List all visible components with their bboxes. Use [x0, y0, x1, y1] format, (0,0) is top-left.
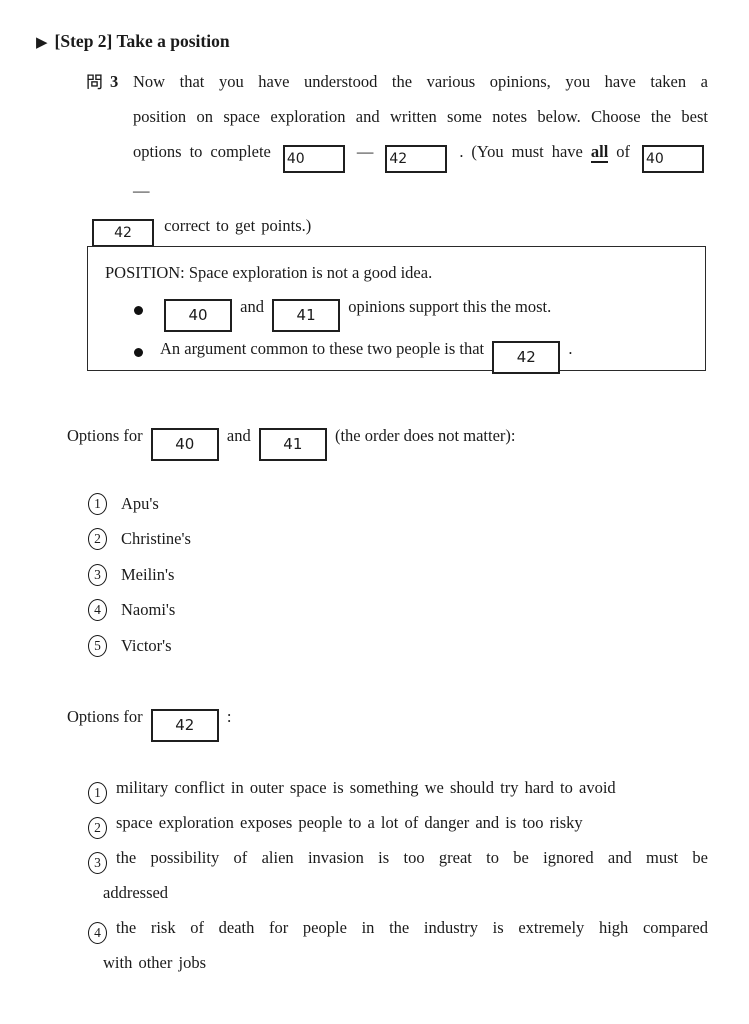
answer-box-40: 40: [164, 299, 232, 332]
text-run: Options for: [67, 426, 143, 445]
option-item: [88, 522, 191, 558]
option-text: with other jobs: [103, 953, 206, 972]
option-line: [88, 840, 708, 875]
option-label: Christine's: [121, 529, 191, 549]
bullet-text: [160, 332, 573, 374]
position-note-box: [87, 246, 706, 371]
answer-box-42: 42: [385, 145, 447, 173]
text-run: opinions support this the most.: [348, 296, 552, 316]
mon-kanji-icon: [86, 73, 103, 90]
option-item: [88, 805, 708, 840]
options-40-41-list: [88, 486, 191, 664]
circled-number-icon: 1: [88, 493, 107, 515]
text-run: and: [226, 426, 251, 445]
bullet-dot-icon: [134, 306, 143, 315]
text-run: and: [240, 296, 264, 316]
play-triangle-icon: ▶: [36, 33, 48, 51]
option-label: Victor's: [121, 635, 172, 655]
text-run: of: [616, 142, 631, 161]
option-text: space exploration exposes people to a lot of danger and is too risky: [116, 813, 583, 832]
option-label: Naomi's: [121, 600, 176, 620]
section-header: [36, 31, 230, 52]
circled-number-icon: 2: [88, 528, 107, 550]
answer-box-41: 41: [259, 428, 327, 461]
answer-box-40: 40: [642, 145, 704, 173]
position-bullet: [134, 336, 705, 369]
option-line: [88, 910, 708, 945]
option-text-continued: [103, 945, 708, 980]
answer-box-41: 41: [272, 299, 340, 332]
circled-number-icon: 4: [88, 599, 107, 621]
option-line: [88, 805, 708, 840]
underlined-word: all: [590, 142, 609, 161]
circled-number-icon: 4: [88, 922, 107, 944]
text-run: position on space exploration and written some notes below. Choose the best: [133, 107, 708, 126]
position-bullet: [134, 294, 705, 327]
question-line: [133, 64, 708, 99]
question-label: [86, 64, 133, 99]
circled-number-icon: 3: [88, 852, 107, 874]
option-text: military conflict in outer space is something we should try hard to avoid: [116, 778, 616, 797]
position-title: POSITION: Space exploration is not a good idea.: [105, 263, 433, 282]
question-line: [133, 99, 708, 134]
option-text: the risk of death for people in the industry is extremely high compared: [116, 918, 708, 937]
question-number: 3: [110, 72, 119, 91]
answer-box-40: 40: [151, 428, 219, 461]
question-line: [133, 134, 708, 208]
option-item: [88, 770, 708, 805]
text-run: —: [356, 142, 374, 161]
option-text: the possibility of alien invasion is too great to be ignored and must be: [116, 848, 708, 867]
question-line: [88, 208, 708, 247]
text-run: . (You must have: [459, 142, 583, 161]
option-text-continued: [103, 875, 708, 910]
question-body: [114, 64, 708, 247]
text-run: :: [226, 707, 232, 726]
option-item: [88, 628, 191, 664]
option-label: Apu's: [121, 493, 159, 513]
option-item: [88, 593, 191, 629]
text-run: correct to get points.): [164, 216, 312, 235]
answer-box-42: 42: [151, 709, 219, 742]
bullet-dot-icon: [134, 348, 143, 357]
question-block: [86, 64, 708, 247]
text-run: An argument common to these two people is that: [160, 338, 485, 358]
text-run: .: [568, 338, 573, 358]
answer-box-40: 40: [283, 145, 345, 173]
text-run: Options for: [67, 707, 143, 726]
section-title: [Step 2] Take a position: [54, 31, 230, 51]
text-run: —: [133, 181, 150, 200]
circled-number-icon: 1: [88, 782, 107, 804]
option-line: [88, 770, 708, 805]
bullet-text: [160, 290, 551, 332]
option-item: [88, 910, 708, 980]
text-run: Now that you have understood the various opinions, you have taken a: [133, 72, 708, 91]
option-item: [88, 840, 708, 910]
answer-box-42: 42: [492, 341, 560, 374]
circled-number-icon: 3: [88, 564, 107, 586]
options-42-intro: [67, 698, 231, 742]
option-item: [88, 557, 191, 593]
text-run: (the order does not matter):: [334, 426, 516, 445]
option-text: addressed: [103, 883, 169, 902]
option-label: Meilin's: [121, 564, 175, 584]
option-item: [88, 486, 191, 522]
circled-number-icon: 2: [88, 817, 107, 839]
circled-number-icon: 5: [88, 635, 107, 657]
answer-box-42: 42: [92, 219, 154, 247]
text-run: options to complete: [133, 142, 271, 161]
options-40-41-intro: [67, 417, 515, 461]
options-42-list: [88, 770, 708, 980]
